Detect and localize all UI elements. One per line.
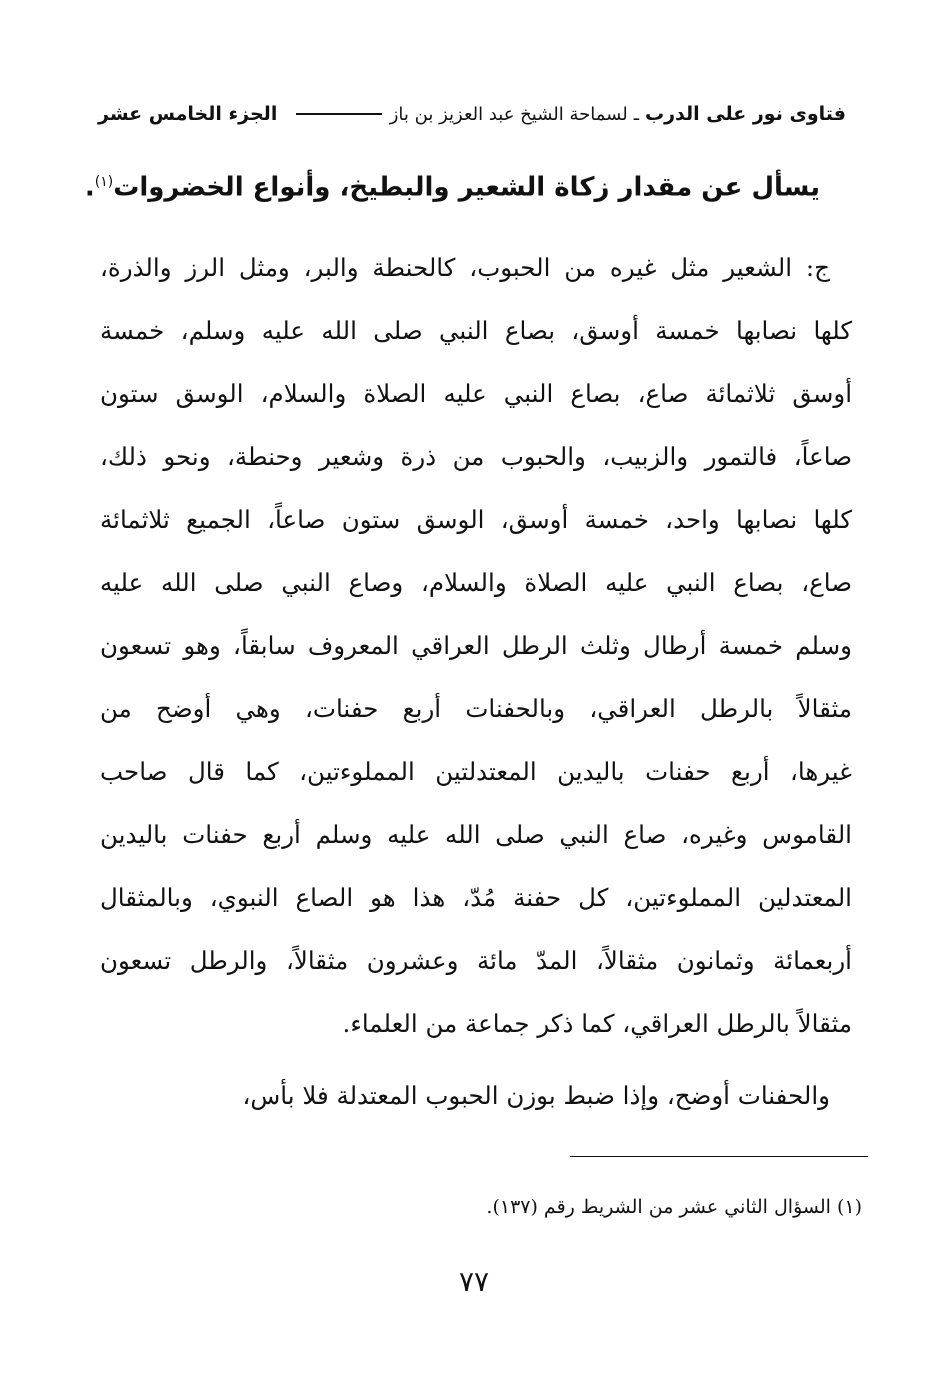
answer-line: أربعمائة وثمانون مثقالاً، المدّ مائة وعشرون مثقالاً، والرطل تسعون	[100, 946, 852, 975]
header-separator: ـ	[633, 103, 639, 125]
answer-line: القاموس وغيره، صاع النبي صلى الله عليه وسلم أربع حفنات باليدين	[100, 820, 852, 849]
question-end-mark: .	[84, 172, 95, 203]
answer-line: غيرها، أربع حفنات باليدين المعتدلتين المملوءتين، كما قال صاحب	[100, 757, 852, 786]
answer-line: المعتدلين المملوءتين، كل حفنة مُدّ، هذا هو الصاع النبوي، وبالمثقال	[100, 883, 852, 912]
answer-line: صاع، بصاع النبي عليه الصلاة والسلام، وصاع النبي صلى الله عليه	[100, 568, 852, 597]
question-heading	[84, 160, 820, 210]
header-dash-line	[296, 113, 382, 115]
question-text: يسأل عن مقدار زكاة الشعير والبطيخ، وأنواع الخضروات	[113, 172, 820, 203]
answer-line: أوسق ثلاثمائة صاع، بصاع النبي عليه الصلاة والسلام، الوسق ستون	[100, 379, 852, 408]
footnote-divider	[570, 1156, 868, 1157]
running-header	[98, 96, 846, 132]
answer-paragraph	[100, 236, 852, 1055]
volume-label: الجزء الخامس عشر	[98, 103, 278, 125]
answer-line: مثقالاً بالرطل العراقي، كما ذكر جماعة من العلماء.	[342, 1009, 852, 1038]
answer-line: وسلم خمسة أرطال وثلث الرطل العراقي المعروف سابقاً، وهو تسعون	[100, 631, 852, 660]
author-name: لسماحة الشيخ عبد العزيز بن باز	[389, 103, 628, 125]
footnote: (١) السؤال الثاني عشر من الشريط رقم (١٣٧).	[486, 1196, 862, 1218]
second-paragraph: والحفنات أوضح، وإذا ضبط بوزن الحبوب المعتدلة فلا بأس،	[242, 1081, 830, 1110]
answer-line: ج: الشعير مثل غيره من الحبوب، كالحنطة والبر، ومثل الرز والذرة،	[100, 253, 830, 282]
book-title: فتاوى نور على الدرب	[645, 103, 846, 125]
footnote-reference: (١)	[94, 174, 114, 190]
answer-line: صاعاً، فالتمور والزبيب، والحبوب من ذرة وشعير وحنطة، ونحو ذلك،	[100, 442, 852, 471]
page-number: ٧٧	[458, 1265, 490, 1298]
answer-line: كلها نصابها واحد، خمسة أوسق، الوسق ستون صاعاً، الجميع ثلاثمائة	[100, 505, 852, 534]
answer-line: كلها نصابها خمسة أوسق، بصاع النبي صلى الله عليه وسلم، خمسة	[100, 316, 852, 345]
header-title-group	[296, 103, 846, 125]
answer-line: مثقالاً بالرطل العراقي، وبالحفنات أربع حفنات، وهي أوضح من	[100, 694, 852, 723]
